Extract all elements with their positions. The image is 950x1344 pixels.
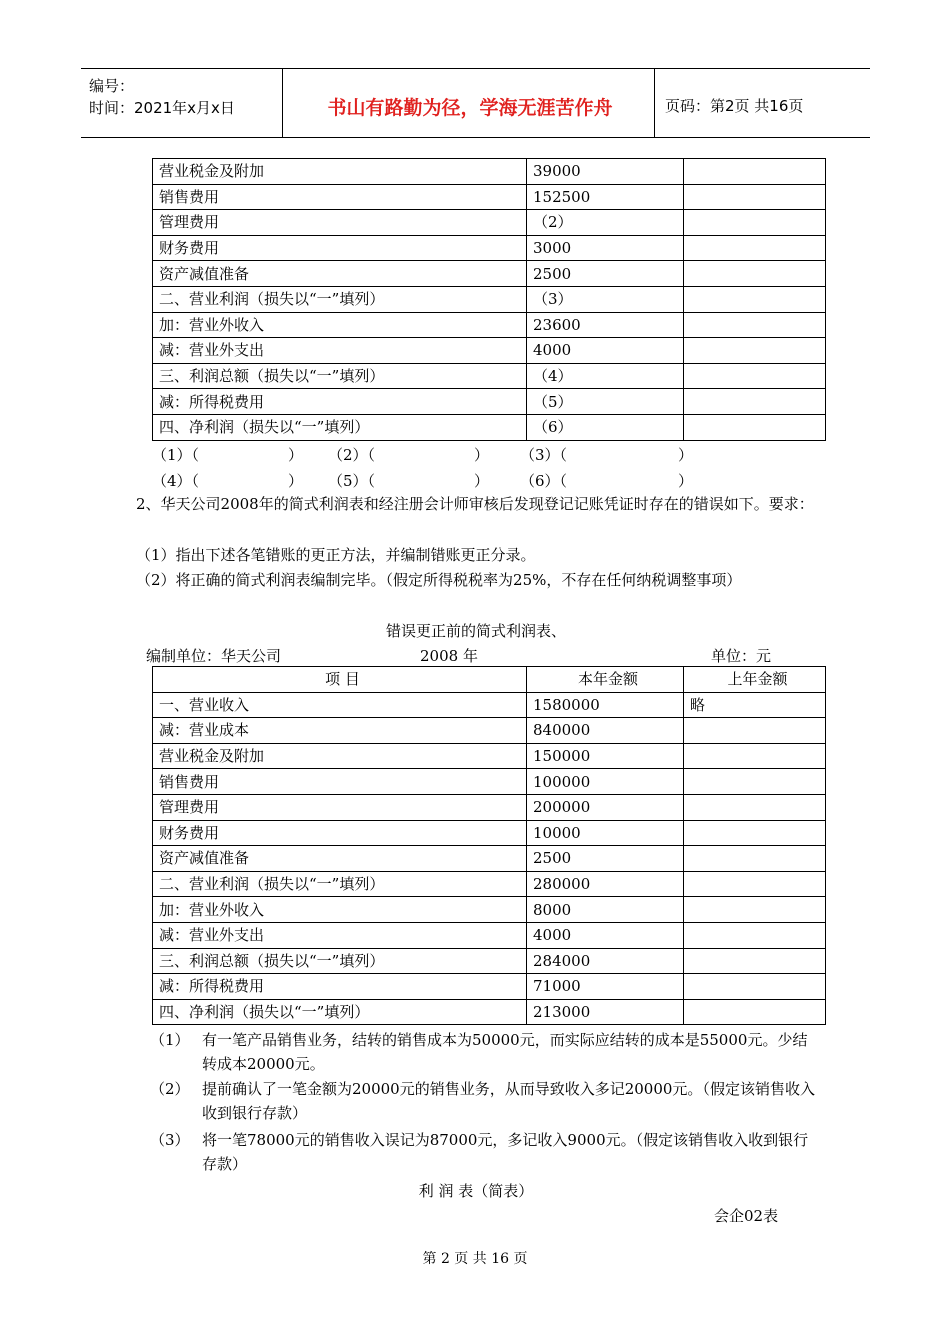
row-current-year-value: 100000 xyxy=(527,769,684,795)
error-item-number: （3） xyxy=(150,1131,190,1149)
blank-1-close: ） xyxy=(288,446,304,464)
blank-1-open: （1）（ xyxy=(152,446,200,464)
row-prior-year-value xyxy=(684,338,826,364)
blank-5-open: （5）（ xyxy=(328,472,376,490)
row-prior-year-value xyxy=(684,769,826,795)
table-2-unit-right: 单位：元 xyxy=(711,647,772,665)
header-left xyxy=(89,75,235,119)
row-current-year-value: 10000 xyxy=(527,820,684,846)
question-2-requirement-1: （1）指出下述各笔错账的更正方法，并编制错账更正分录。 xyxy=(136,546,536,564)
table-row xyxy=(153,846,826,872)
row-current-year-value: （4） xyxy=(527,363,684,389)
column-header-current-year: 本年金额 xyxy=(527,667,684,693)
row-item-label: 四、净利润（损失以“一”填列） xyxy=(153,999,527,1025)
error-item-number: （1） xyxy=(150,1031,190,1049)
income-statement-title: 利 润 表（简表） xyxy=(418,1182,534,1200)
row-current-year-value: 840000 xyxy=(527,718,684,744)
row-item-label: 财务费用 xyxy=(153,820,527,846)
row-item-label: 管理费用 xyxy=(153,210,527,236)
row-current-year-value: 284000 xyxy=(527,948,684,974)
row-current-year-value: 213000 xyxy=(527,999,684,1025)
row-item-label: 营业税金及附加 xyxy=(153,159,527,185)
row-item-label: 销售费用 xyxy=(153,769,527,795)
table-row xyxy=(153,743,826,769)
table-row xyxy=(153,692,826,718)
row-item-label: 一、营业收入 xyxy=(153,692,527,718)
row-item-label: 财务费用 xyxy=(153,235,527,261)
row-current-year-value: 1580000 xyxy=(527,692,684,718)
table-row xyxy=(153,794,826,820)
table-row xyxy=(153,159,826,185)
blank-6-close: ） xyxy=(678,472,694,490)
row-current-year-value: 200000 xyxy=(527,794,684,820)
row-current-year-value: 150000 xyxy=(527,743,684,769)
row-item-label: 管理费用 xyxy=(153,794,527,820)
row-current-year-value: 3000 xyxy=(527,235,684,261)
error-item-text: 将一笔78000元的销售收入误记为87000元，多记收入9000元。（假定该销售收入收到银行存款） xyxy=(202,1131,809,1173)
answer-blanks-line-2 xyxy=(152,470,852,494)
table-row xyxy=(153,363,826,389)
row-prior-year-value xyxy=(684,718,826,744)
table-row xyxy=(153,974,826,1000)
serial-label: 编号： xyxy=(89,77,135,95)
row-prior-year-value xyxy=(684,820,826,846)
row-prior-year-value xyxy=(684,897,826,923)
table-row xyxy=(153,897,826,923)
row-current-year-value: （3） xyxy=(527,286,684,312)
row-current-year-value: 4000 xyxy=(527,338,684,364)
table-row xyxy=(153,312,826,338)
error-item-text: 有一笔产品销售业务，结转的销售成本为50000元，而实际应结转的成本是55000元。少结转成本20000元。 xyxy=(202,1031,808,1073)
blank-4-open: （4）（ xyxy=(152,472,200,490)
row-prior-year-value xyxy=(684,389,826,415)
blank-3-close: ） xyxy=(678,446,694,464)
row-prior-year-value xyxy=(684,794,826,820)
column-header-item: 项 目 xyxy=(153,667,527,693)
table-2-title: 错误更正前的简式利润表、 xyxy=(385,622,566,640)
row-prior-year-value xyxy=(684,312,826,338)
row-prior-year-value xyxy=(684,286,826,312)
table-2-year: 2008 年 xyxy=(420,647,478,665)
row-item-label: 资产减值准备 xyxy=(153,846,527,872)
time-label: 时间：2021年x月x日 xyxy=(89,99,235,117)
page-footer: 第 2 页 共 16 页 xyxy=(422,1251,528,1267)
row-item-label: 减：营业外支出 xyxy=(153,922,527,948)
table-row xyxy=(153,948,826,974)
row-current-year-value: （5） xyxy=(527,389,684,415)
row-item-label: 四、净利润（损失以“一”填列） xyxy=(153,414,527,440)
row-current-year-value: （2） xyxy=(527,210,684,236)
page-header xyxy=(81,68,870,138)
table-row xyxy=(153,210,826,236)
table-row xyxy=(153,999,826,1025)
table-row xyxy=(153,286,826,312)
question-2-requirement-2: （2）将正确的简式利润表编制完毕。（假定所得税税率为25%，不存在任何纳税调整事项） xyxy=(136,571,742,589)
answer-blanks-line-1 xyxy=(152,444,852,468)
table-row xyxy=(153,389,826,415)
row-current-year-value: 2500 xyxy=(527,846,684,872)
row-prior-year-value xyxy=(684,159,826,185)
table-row xyxy=(153,184,826,210)
blank-6-open: （6）（ xyxy=(520,472,568,490)
row-item-label: 减：营业成本 xyxy=(153,718,527,744)
table-row xyxy=(153,261,826,287)
error-item-number: （2） xyxy=(150,1080,190,1098)
row-item-label: 减：营业外支出 xyxy=(153,338,527,364)
table-row xyxy=(153,871,826,897)
header-divider xyxy=(282,69,283,137)
row-prior-year-value xyxy=(684,235,826,261)
row-prior-year-value xyxy=(684,948,826,974)
row-prior-year-value xyxy=(684,363,826,389)
row-prior-year-value xyxy=(684,261,826,287)
row-prior-year-value: 略 xyxy=(684,692,826,718)
row-current-year-value: 23600 xyxy=(527,312,684,338)
row-current-year-value: 280000 xyxy=(527,871,684,897)
row-prior-year-value xyxy=(684,210,826,236)
row-current-year-value: （6） xyxy=(527,414,684,440)
row-prior-year-value xyxy=(684,184,826,210)
table-header-row xyxy=(153,667,826,693)
row-item-label: 营业税金及附加 xyxy=(153,743,527,769)
row-current-year-value: 39000 xyxy=(527,159,684,185)
row-item-label: 二、营业利润（损失以“一”填列） xyxy=(153,871,527,897)
column-header-prior-year: 上年金额 xyxy=(684,667,826,693)
row-item-label: 减：所得税费用 xyxy=(153,389,527,415)
blank-5-close: ） xyxy=(474,472,490,490)
blank-4-close: ） xyxy=(288,472,304,490)
profit-table-partial xyxy=(152,158,826,441)
blank-2-open: （2）（ xyxy=(328,446,376,464)
table-2-unit-left: 编制单位：华天公司 xyxy=(146,647,282,665)
row-item-label: 减：所得税费用 xyxy=(153,974,527,1000)
row-prior-year-value xyxy=(684,974,826,1000)
error-item-text: 提前确认了一笔金额为20000元的销售业务，从而导致收入多记20000元。（假定该销售收入收到银行存款） xyxy=(202,1080,815,1122)
table-row xyxy=(153,235,826,261)
row-prior-year-value xyxy=(684,999,826,1025)
row-current-year-value: 2500 xyxy=(527,261,684,287)
row-prior-year-value xyxy=(684,414,826,440)
table-row xyxy=(153,718,826,744)
row-current-year-value: 8000 xyxy=(527,897,684,923)
table-row xyxy=(153,338,826,364)
profit-table-before-correction xyxy=(152,666,826,1025)
table-row xyxy=(153,414,826,440)
income-statement-form-no: 会企02表 xyxy=(714,1207,779,1225)
row-prior-year-value xyxy=(684,846,826,872)
row-prior-year-value xyxy=(684,922,826,948)
header-page-label: 页码：第2页 共16页 xyxy=(665,97,804,115)
row-item-label: 三、利润总额（损失以“一”填列） xyxy=(153,363,527,389)
row-current-year-value: 71000 xyxy=(527,974,684,1000)
row-item-label: 三、利润总额（损失以“一”填列） xyxy=(153,948,527,974)
row-item-label: 销售费用 xyxy=(153,184,527,210)
table-row xyxy=(153,820,826,846)
row-item-label: 资产减值准备 xyxy=(153,261,527,287)
header-divider xyxy=(654,69,655,137)
row-item-label: 二、营业利润（损失以“一”填列） xyxy=(153,286,527,312)
table-row xyxy=(153,922,826,948)
row-current-year-value: 4000 xyxy=(527,922,684,948)
row-prior-year-value xyxy=(684,871,826,897)
header-motto: 书山有路勤为径，学海无涯苦作舟 xyxy=(327,97,613,119)
row-prior-year-value xyxy=(684,743,826,769)
question-2-intro: 2、华天公司2008年的简式利润表和经注册会计师审核后发现登记记账凭证时存在的错误如下。要求： xyxy=(136,495,814,513)
row-current-year-value: 152500 xyxy=(527,184,684,210)
row-item-label: 加：营业外收入 xyxy=(153,897,527,923)
blank-3-open: （3）（ xyxy=(520,446,568,464)
table-row xyxy=(153,769,826,795)
blank-2-close: ） xyxy=(474,446,490,464)
row-item-label: 加：营业外收入 xyxy=(153,312,527,338)
